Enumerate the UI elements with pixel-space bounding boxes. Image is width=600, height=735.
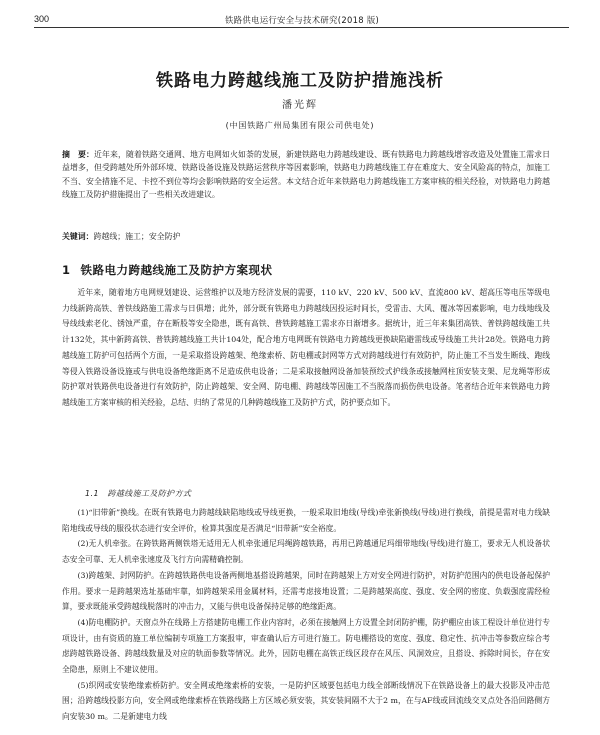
method-item-2: (2)无人机牵张。在跨铁路两侧铁塔无适用无人机牵张通尼玛绳跨越铁路，再用已跨越通尼玛细带地线(导线)进行施工，要求无人机设备状态安全可靠、无人机牵张速度及飞行方向需精确控制。 bbox=[62, 539, 550, 565]
author-name: 潘光辉 bbox=[282, 100, 318, 111]
method-item-3: (3)跨越架、封网防护。在跨越铁路供电设备两侧地基搭设跨越架，同时在跨越架上方对安全网进行防护，对防护范围内的供电设备起保护作用。要求一是跨越架选址基础牢靠，如跨越架采用金属材料，还需考虑接地设置；二是跨越架高度、强度、安全网的密度、负载强度需经检算，要求既能承受跨越线脱落时的冲击力，又能与供电设备保持足够的绝缘距离。 bbox=[62, 570, 550, 612]
journal-title: 铁路供电运行安全与技术研究(2018 版) bbox=[225, 15, 380, 25]
abstract-label: 摘 要： bbox=[62, 150, 95, 159]
method-item-5: (5)织网或安装绝缘索桥防护。安全网或绝缘索桥的安装，一是防护区域要包括电力线全部断线情况下在铁路设备上的最大投影及冲击范围；沿跨越线投影方向，安全网或绝缘索桥在铁路线路上方区域必须安装，其安装间隔不大于2 m，在与AF线或回流线交叉点处各沿回路侧方向安装30 m。二是新建电力线 bbox=[62, 680, 550, 722]
section-number: 1 bbox=[62, 263, 71, 277]
section-heading bbox=[62, 262, 273, 278]
subsection-heading: 1.1 跨越线施工及防护方式 bbox=[85, 489, 192, 498]
body-paragraph: 近年来，随着地方电网规划建设、运营维护以及地方经济发展的需要，110 kV、220 kV、500 kV、直流800 kV、超高压等电压等级电力线新跨高铁、普铁线路施工需求与日俱增；此外，部分既有铁路电力跨越线因投运时间长，受雷击、大风、覆冰等因素影响，电力线地线及导线线索老化、锈蚀严重，存在断股等安全隐患，既有高铁、普铁跨越施工需求亦日渐增多。据统计，近三年来集团高铁、普铁跨越线施工共计132处，其中新跨高铁、普铁跨越线施工共计104处，配合地方电网既有铁路电力跨越线更换缺陷避雷线或导线施工共计28处。铁路电力跨越线施工防护可包括两个方面，一是采取搭设跨越架、绝缘索桥、防电棚或封网等方式对跨越线进行有效防护，防止施工不当发生断线、跑线等侵入铁路设备设施或与供电设备绝缘距离不足造成供电设备；二是采取接触网设备加装预绞式护线条或接触网柱顶安装支架、尼龙绳等形成防护罩对铁路供电设备进行有效防护，防止跨越架、安全网、防电棚、跨越线等因施工不当脱落而损伤供电设备。笔者结合近年来铁路电力跨越线施工方案审核的相关经验，总结、归纳了常见的几种跨越线施工及防护方式，防护要点如下。 bbox=[62, 288, 550, 407]
page-header bbox=[0, 0, 600, 30]
method-item-1: (1)“旧带新”换线。在既有铁路电力跨越线缺陷地线或导线更换，一般采取旧地线(导线)牵张新换线(导线)进行换线，前提是需对电力线缺陷地线或导线的服役状态进行安全评价，检算其强度是否满足“旧带新”安全裕度。 bbox=[62, 508, 550, 533]
keywords bbox=[62, 231, 550, 243]
method-item-4: (4)防电棚防护。天窗点外在线路上方搭建防电棚工作业内容时，必须在接触网上方设置全封闭防护棚，防护棚应由该工程设计单位进行专项设计，由有资质的施工单位编制专项施工方案报审，审查确认后方可进行施工。防电棚搭设的宽度、强度、稳定性、抗冲击等参数应综合考虑跨越铁路设备、跨越线数量及对应的轨面参数等情况。此外，因防电棚在高铁正线区段存在风压、风洞效应，且搭设、拆除时间长，存在安全隐患，原则上不建议使用。 bbox=[62, 617, 550, 675]
page-number: 300 bbox=[34, 14, 50, 24]
keywords-label: 关键词： bbox=[62, 232, 94, 241]
header-rule bbox=[34, 27, 569, 28]
article-title: 铁路电力跨越线施工及防护措施浅析 bbox=[156, 71, 444, 91]
section-title: 铁路电力跨越线施工及防护方案现状 bbox=[80, 263, 273, 277]
author-affiliation: (中国铁路广州局集团有限公司供电处) bbox=[225, 121, 375, 130]
method-list bbox=[62, 505, 550, 725]
abstract bbox=[62, 148, 550, 201]
section-body bbox=[62, 285, 550, 411]
abstract-text: 近年来，随着铁路交通网、地方电网如火如荼的发展，新建铁路电力跨越线建设、既有铁路电力跨越线增容改造及处置施工需求日益增多，但受跨越处所外部环境、铁路设备设施及铁路运营秩序等因素影响，铁路电力跨越线施工存在难度大、安全风险高的特点，加施工不当、安全措施不足、卡控不到位等均会影响铁路的安全运营。本文结合近年来铁路电力跨越线施工方案审核的相关经验，对铁路电力跨越线施工及防护措施提出了一些相关改进建议。 bbox=[62, 150, 550, 199]
keywords-text: 跨越线；施工；安全防护 bbox=[93, 232, 181, 241]
